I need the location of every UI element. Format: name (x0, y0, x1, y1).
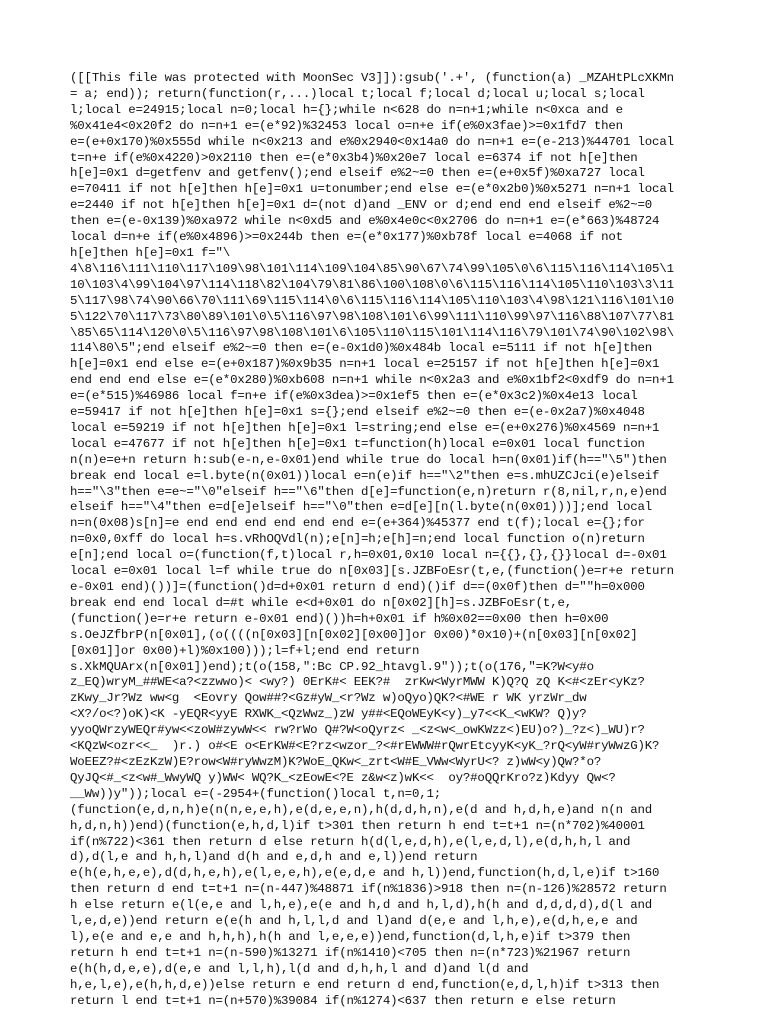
obfuscated-lua-source: ([[This file was protected with MoonSec V3]]):gsub('.+', (function(a) _MZAHtPLcXKMn = a; end)); return(function(r,...)local t;local f;local d;local u;local s;local l;local e=24915;local n=0;local h={};while n<628 do n=n+1;while n<0xca and e %0x41e4<0x20f2 do n=n+1 e=(e*92)%32453 local o=n+e if(e%0x3fae)>=0x1fd7 then e=(e+0x170)%0x555d while n<0x213 and e%0x2940<0x14a0 do n=n+1 e=(e-213)%44701 local t=n+e if(e%0x4220)>0x2110 then e=(e*0x3b4)%0x20e7 local e=6374 if not h[e]then h[e]=0x1 d=getfenv and getfenv();end elseif e%2~=0 then e=(e+0x5f)%0xa727 local e=70411 if not h[e]then h[e]=0x1 u=tonumber;end else e=(e*0x2b0)%0x5271 n=n+1 local e=2440 if not h[e]then h[e]=0x1 d=(not d)and _ENV or d;end end end elseif e%2~=0 then e=(e-0x139)%0xa972 while n<0xd5 and e%0x4e0c<0x2706 do n=n+1 e=(e*663)%48724 local d=n+e if(e%0x4896)>=0x244b then e=(e*0x177)%0xb78f local e=4068 if not h[e]then h[e]=0x1 f="\ 4\8\116\111\110\117\109\98\101\114\109\104\85\90\67\74\99\105\0\6\115\116\114\105\1 10\103\4\99\104\97\114\118\82\104\79\81\86\100\108\0\6\115\116\114\105\110\103\3\11 5\117\98\74\90\66\70\111\69\115\114\0\6\115\116\114\105\110\103\4\98\121\116\101\10 5\122\70\117\73\80\89\101\0\5\116\97\98\108\101\6\99\111\110\99\97\116\88\107\77\81 \85\65\114\120\0\5\116\97\98\108\101\6\105\110\115\101\114\116\79\101\74\90\102\98\ 114\80\5";end elseif e%2~=0 then e=(e-0x1d0)%0x484b local e=5111 if not h[e]then h[e]=0x1 end else e=(e+0x187)%0x9b35 n=n+1 local e=25157 if not h[e]then h[e]=0x1 end end end else e=(e*0x280)%0xb608 n=n+1 while n<0x2a3 and e%0x1bf2<0xdf9 do n=n+1 e=(e*515)%46986 local f=n+e if(e%0x3dea)>=0x1ef5 then e=(e*0x3c2)%0x4e13 local e=59417 if not h[e]then h[e]=0x1 s={};end elseif e%2~=0 then e=(e-0x2a7)%0x4048 local e=59219 if not h[e]then h[e]=0x1 l=string;end else e=(e+0x276)%0x4569 n=n+1 local e=47677 if not h[e]then h[e]=0x1 t=function(h)local e=0x01 local function n(n)e=e+n return h:sub(e-n,e-0x01)end while true do local h=n(0x01)if(h=="\5")then break end local e=l.byte(n(0x01))local e=n(e)if h=="\2"then e=s.mhUZCJci(e)elseif h=="\3"then e=e~="\0"elseif h=="\6"then d[e]=function(e,n)return r(8,nil,r,n,e)end elseif h=="\4"then e=d[e]elseif h=="\0"then e=d[e][n(l.byte(n(0x01)))];end local n=n(0x08)s[n]=e end end end end end end e=(e+364)%45377 end t(f);local e={};for n=0x0,0xff do local h=s.vRhOQVdl(n);e[n]=h;e[h]=n;end local function o(n)return e[n];end local o=(function(f,t)local r,h=0x01,0x10 local n={{},{},{}}local d=-0x01 local e=0x01 local l=f while true do n[0x03][s.JZBFoEsr(t,e,(function()e=r+e return e-0x01 end)())]=(function()d=d+0x01 return d end)()if d==(0x0f)then d=""h=0x000 break end end local d=#t while e<d+0x01 do n[0x02][h]=s.JZBFoEsr(t,e, (function()e=r+e return e-0x01 end)())h=h+0x01 if h%0x02==0x00 then h=0x00 s.OeJZfbrP(n[0x01],(o((((n[0x03][n[0x02][0x00]]or 0x00)*0x10)+(n[0x03][n[0x02] [0x01]]or 0x00)+l)%0x100)));l=f+l;end end return s.XkMQUArx(n[0x01])end);t(o(158,":Bc CP.92_htavgl.9"));t(o(176,"=K?W<y#o z_EQ)wryM_##WE<a?<zzwwo)< <wy?) 0ErK#< EEK?# zrKw<WyrMWW K)Q?Q zQ K<#<zEr<yKz? zKwy_Jr?Wz ww<g <Eovry Qow##?<Gz#yW_<r?Wz w)oQyo)QK?<#WE r WK yrzWr_dw <X?/o<?)oK)<K -yEQR<yyE RXWK_<QzWwz_)zW y##<EQoWEyK<y)_y7<<K_<wKW? Q)y? yyoQWrzyWEQr#yw<<zoW#zywW<< rw?rWo Q#?W<oQyrz< _<z<w<_owKWzz<)EU)o?)_?z<)_WU)r? <KQzW<ozr<<_ )r.) o#<E o<ErKW#<E?rz<wzor_?<#rEWWW#rQwrEtcyyK<yK_?rQ<yW#ryWwzG)K? WoEEZ?#<zEzKzW)E?row<W#ryWwzM)K?WoE_QKw<_zrt<W#E_VWw<WyrU<? z)wW<y)Qw?*o? QyJQ<#_<z<w#_WwyWQ y)WW< WQ?K_<zEowE<?E z&w<z)wK<< oy?#oQQrKro?z)Kdyy Qw<? __Ww))y"));local e=(-2954+(function()local t,n=0,1; (function(e,d,n,h)e(n(n,e,e,h),e(d,e,e,n),h(d,d,h,n),e(d and h,d,h,e)and n(n and h,d,n,h))end)(function(e,h,d,l)if t>301 then return h end t=t+1 n=(n*702)%40001 if(n%722)<361 then return d else return h(d(l,e,d,h),e(l,e,d,l),e(d,h,h,l and d),d(l,e and h,h,l)and d(h and e,d,h and e,l))end return e(h(e,h,e,e),d(d,h,e,h),e(l,e,e,h),e(e,d,e and h,l))end,function(h,d,l,e)if t>160 then return d end t=t+1 n=(n-447)%48871 if(n%1836)>918 then n=(n-126)%28572 return h else return e(l(e,e and l,h,e),e(e and h,d and h,l,d),h(h and d,d,d,d),d(l and l,e,d,e))end return e(e(h and h,l,l,d and l)and d(e,e and l,h,e),e(d,h,e,e and l),e(e and e,e and h,h,h),h(h and l,e,e,e))end,function(d,l,h,e)if t>379 then return h end t=t+1 n=(n-590)%13271 if(n%1410)<705 then n=(n*723)%21967 return e(h(h,d,e,e),d(e,e and l,l,h),l(d and d,h,h,l and d)and l(d and h,e,l,e),e(h,h,d,e))else return e end return d end,function(e,d,l,h)if t>313 then return l end t=t+1 n=(n+570)%39084 if(n%1274)<637 then return e else return (70, 71, 674, 1008)
